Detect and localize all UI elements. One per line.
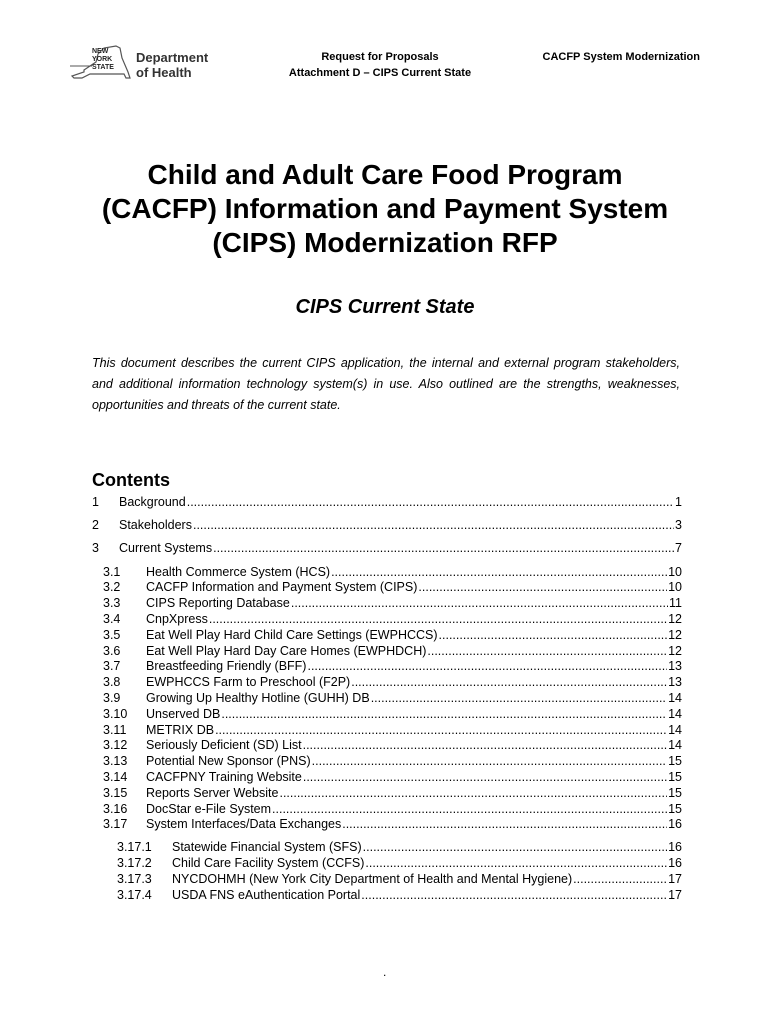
toc-dot-leader — [272, 802, 667, 816]
toc-entry[interactable] — [92, 691, 682, 707]
toc-entry[interactable] — [92, 628, 682, 644]
header-center — [250, 49, 510, 81]
toc-entry-page: 14 — [668, 690, 682, 705]
toc-entry-number: 3.9 — [103, 690, 121, 705]
toc-entry-page: 10 — [668, 580, 682, 595]
toc-entry-title: Background — [119, 495, 186, 509]
toc-dot-leader — [303, 770, 667, 784]
toc-entry-number: 3.7 — [103, 659, 121, 674]
toc-entry-number: 3.1 — [103, 564, 121, 579]
toc-dot-leader — [427, 644, 667, 658]
toc-dot-leader — [213, 541, 674, 555]
toc-entry-page: 17 — [668, 887, 682, 902]
contents-heading: Contents — [92, 470, 170, 490]
toc-entry-page: 13 — [668, 659, 682, 674]
toc-entry-page: 14 — [668, 722, 682, 737]
toc-entry[interactable] — [92, 738, 682, 754]
toc-entry-page: 17 — [668, 871, 682, 886]
toc-entry-title: Eat Well Play Hard Child Care Settings (EWPHCCS) — [146, 627, 438, 642]
toc-dot-leader — [418, 580, 667, 594]
toc-entry-number: 3.17 — [103, 817, 128, 832]
logo-state-text: NEW YORK STATE — [92, 48, 114, 71]
toc-entry[interactable] — [92, 856, 682, 872]
toc-dot-leader — [331, 565, 667, 579]
toc-entry[interactable] — [92, 612, 682, 628]
toc-entry-number: 3.2 — [103, 580, 121, 595]
toc-entry-number: 3.14 — [103, 769, 128, 784]
toc-entry-number: 3.5 — [103, 627, 121, 642]
toc-entry-number: 3.8 — [103, 675, 121, 690]
toc-entry-number: 3.17.4 — [117, 887, 152, 902]
toc-entry-page: 12 — [668, 643, 682, 658]
toc-entry[interactable] — [92, 754, 682, 770]
toc-entry[interactable] — [92, 541, 682, 564]
toc-entry-title: Eat Well Play Hard Day Care Homes (EWPHDCH) — [146, 643, 427, 658]
toc-dot-leader — [187, 495, 674, 509]
toc-entry-title: Health Commerce System (HCS) — [146, 564, 331, 579]
toc-dot-leader — [221, 707, 667, 721]
toc-entry-number: 3.17.2 — [117, 855, 152, 870]
table-of-contents — [92, 495, 682, 903]
toc-entry[interactable] — [92, 518, 682, 541]
toc-dot-leader — [303, 738, 667, 752]
toc-entry-number: 3.4 — [103, 611, 121, 626]
toc-dot-leader — [342, 817, 667, 831]
toc-dot-leader — [439, 628, 668, 642]
toc-entry[interactable] — [92, 817, 682, 833]
toc-dot-leader — [573, 872, 667, 886]
toc-entry-page: 15 — [668, 785, 682, 800]
toc-entry-title: Potential New Sponsor (PNS) — [146, 754, 311, 769]
header-rfp-label: Request for Proposals — [321, 51, 439, 63]
toc-entry-title: Growing Up Healthy Hotline (GUHH) DB — [146, 690, 370, 705]
toc-entry[interactable] — [92, 644, 682, 660]
toc-entry-page: 15 — [668, 754, 682, 769]
toc-entry-title: EWPHCCS Farm to Preschool (F2P) — [146, 675, 351, 690]
toc-entry-page: 12 — [668, 627, 682, 642]
toc-entry-title: CnpXpress — [146, 611, 208, 626]
toc-entry-page: 16 — [668, 817, 682, 832]
toc-dot-leader — [363, 840, 667, 854]
toc-entry-page: 11 — [669, 596, 682, 611]
toc-entry-number: 3.15 — [103, 785, 128, 800]
toc-entry[interactable] — [92, 675, 682, 691]
toc-entry[interactable] — [92, 495, 682, 518]
toc-entry-title: Reports Server Website — [146, 785, 279, 800]
toc-entry-page: 3 — [675, 518, 682, 533]
toc-entry-number: 1 — [92, 495, 99, 509]
toc-dot-leader — [307, 659, 667, 673]
footer-mark: . — [383, 965, 387, 979]
toc-entry[interactable] — [92, 565, 682, 581]
toc-entry[interactable] — [92, 770, 682, 786]
logo-department-text: Department of Health — [136, 50, 209, 80]
toc-entry[interactable] — [92, 580, 682, 596]
toc-entry[interactable] — [92, 723, 682, 739]
toc-entry-title: Breastfeeding Friendly (BFF) — [146, 659, 307, 674]
toc-entry-page: 15 — [668, 769, 682, 784]
toc-entry-page: 14 — [668, 738, 682, 753]
toc-entry-number: 3.12 — [103, 738, 128, 753]
toc-dot-leader — [193, 518, 674, 532]
toc-entry-title: METRIX DB — [146, 722, 215, 737]
toc-entry-number: 3 — [92, 541, 99, 556]
toc-dot-leader — [209, 612, 667, 626]
toc-entry[interactable] — [92, 786, 682, 802]
toc-entry[interactable] — [92, 707, 682, 723]
toc-entry-title: Child Care Facility System (CCFS) — [172, 855, 365, 870]
toc-entry[interactable] — [92, 596, 682, 612]
toc-entry-number: 3.17.1 — [117, 840, 152, 855]
toc-dot-leader — [279, 786, 667, 800]
toc-entry[interactable] — [92, 659, 682, 675]
toc-entry-number: 3.11 — [103, 722, 127, 737]
toc-entry-number: 3.16 — [103, 801, 128, 816]
toc-entry-title: System Interfaces/Data Exchanges — [146, 817, 342, 832]
nys-doh-logo — [70, 44, 210, 88]
toc-entry-title: Statewide Financial System (SFS) — [172, 840, 362, 855]
toc-entry-page: 10 — [668, 564, 682, 579]
toc-entry-title: CACFP Information and Payment System (CIPS) — [146, 580, 418, 595]
toc-entry-page: 14 — [668, 706, 682, 721]
toc-entry-title: DocStar e-File System — [146, 801, 272, 816]
toc-entry-title: Seriously Deficient (SD) List — [146, 738, 302, 753]
toc-entry-page: 15 — [668, 801, 682, 816]
toc-entry-page: 13 — [668, 675, 682, 690]
toc-entry-page: 16 — [668, 840, 682, 855]
toc-entry-title: CIPS Reporting Database — [146, 596, 290, 611]
document-subtitle: CIPS Current State — [295, 296, 475, 318]
toc-entry-title: Unserved DB — [146, 706, 221, 721]
toc-entry-page: 7 — [675, 541, 682, 556]
toc-entry[interactable] — [92, 888, 682, 904]
intro-paragraph: This document describes the current CIPS application, the internal and external program stakeholders, and additional information technology system(s) in use. Also outlined are the strengths, weaknesses, opportunities and threats of the current state. — [92, 356, 680, 412]
toc-dot-leader — [351, 675, 667, 689]
toc-entry-page: 1 — [675, 495, 682, 509]
toc-entry[interactable] — [92, 872, 682, 888]
toc-entry-number: 2 — [92, 518, 99, 533]
toc-dot-leader — [291, 596, 668, 610]
header-project-name: CACFP System Modernization — [542, 51, 700, 63]
toc-dot-leader — [361, 888, 667, 902]
toc-dot-leader — [371, 691, 667, 705]
toc-entry-number: 3.10 — [103, 706, 128, 721]
toc-entry-number: 3.13 — [103, 754, 128, 769]
toc-entry-title: NYCDOHMH (New York City Department of Health and Mental Hygiene) — [172, 871, 573, 886]
toc-entry-page: 16 — [668, 855, 682, 870]
toc-entry-title: USDA FNS eAuthentication Portal — [172, 887, 361, 902]
toc-entry-title: Stakeholders — [119, 518, 192, 533]
header-attachment-label: Attachment D – CIPS Current State — [288, 67, 472, 79]
toc-entry[interactable] — [92, 802, 682, 818]
toc-entry-number: 3.3 — [103, 596, 121, 611]
toc-entry[interactable] — [92, 840, 682, 856]
toc-dot-leader — [312, 754, 667, 768]
toc-entry-title: CACFPNY Training Website — [146, 769, 302, 784]
toc-entry-title: Current Systems — [119, 541, 213, 556]
toc-entry-page: 12 — [668, 611, 682, 626]
toc-entry-number: 3.17.3 — [117, 871, 152, 886]
toc-dot-leader — [215, 723, 667, 737]
toc-entry-number: 3.6 — [103, 643, 121, 658]
document-title: Child and Adult Care Food Program (CACFP) Information and Payment System (CIPS) Modernization RFP — [101, 159, 669, 258]
toc-dot-leader — [365, 856, 667, 870]
